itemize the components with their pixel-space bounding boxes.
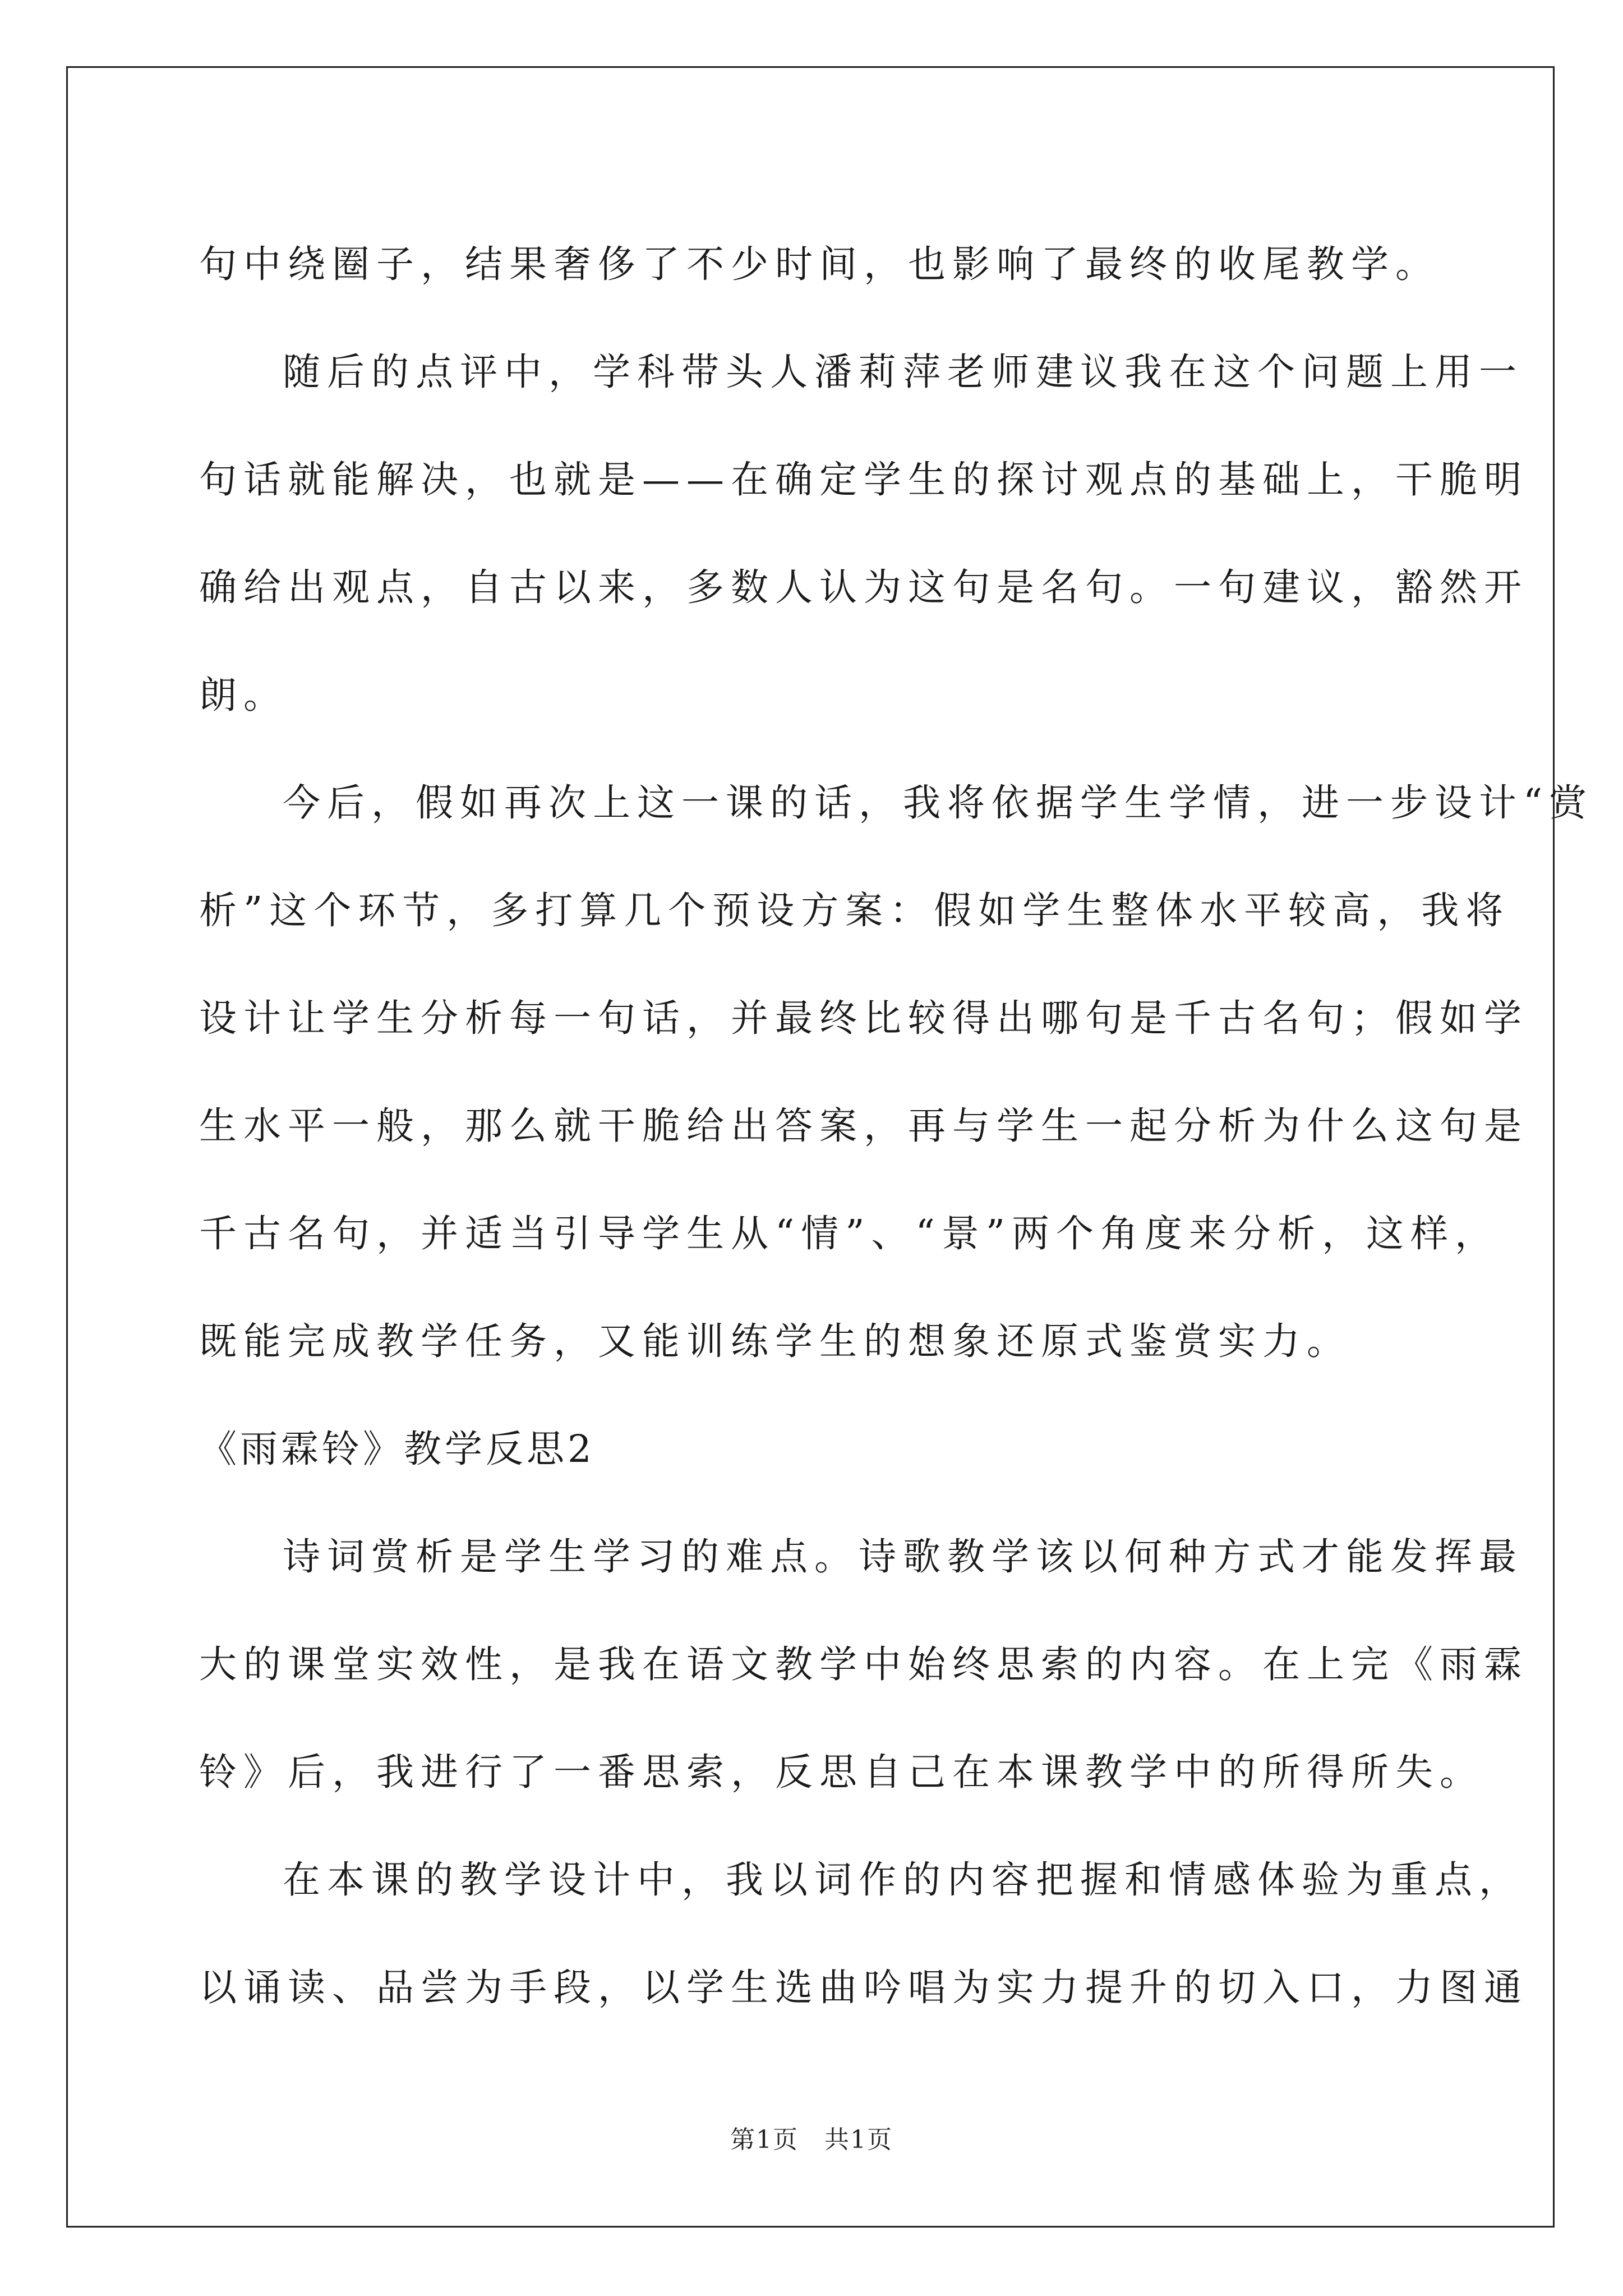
text-line-10: 千古名句，并适当引导学生从“情”、“景”两个角度来分析，这样， [199, 1212, 1500, 1255]
text-line-3: 句话就能解决，也就是——在确定学生的探讨观点的基础上，干脆明 [199, 458, 1528, 501]
text-line-4: 确给出观点，自古以来，多数人认为这句是名句。一句建议，豁然开 [199, 565, 1528, 609]
text-line-15: 铃》后，我进行了一番思索，反思自己在本课教学中的所得所失。 [199, 1750, 1484, 1794]
text-line-2: 随后的点评中，学科带头人潘莉萍老师建议我在这个问题上用一 [283, 350, 1523, 394]
text-line-11: 既能完成教学任务，又能训练学生的想象还原式鉴赏实力。 [199, 1319, 1351, 1363]
text-line-6: 今后，假如再次上这一课的话，我将依据学生学情，进一步设计“赏 [283, 781, 1594, 825]
text-line-9: 生水平一般，那么就干脆给出答案，再与学生一起分析为什么这句是 [199, 1104, 1528, 1148]
text-line-14: 大的课堂实效性，是我在语文教学中始终思索的内容。在上完《雨霖 [199, 1642, 1528, 1686]
text-line-8: 设计让学生分析每一句话，并最终比较得出哪句是千古名句；假如学 [199, 996, 1528, 1040]
text-line-5: 朗。 [199, 673, 288, 717]
page-footer: 第1页 共1页 [730, 2125, 893, 2154]
text-line-7: 析”这个环节，多打算几个预设方案：假如学生整体水平较高，我将 [199, 889, 1510, 932]
document-body [199, 210, 1594, 2041]
section-heading: 《雨霖铃》教学反思2 [199, 1427, 595, 1471]
text-line-17: 以诵读、品尝为手段，以学生选曲吟唱为实力提升的切入口，力图通 [199, 1966, 1528, 2009]
text-line-16: 在本课的教学设计中，我以词作的内容把握和情感体验为重点， [283, 1858, 1523, 1902]
text-line-13: 诗词赏析是学生学习的难点。诗歌教学该以何种方式才能发挥最 [283, 1535, 1523, 1579]
text-line-1: 句中绕圈子，结果奢侈了不少时间，也影响了最终的收尾教学。 [199, 242, 1440, 286]
